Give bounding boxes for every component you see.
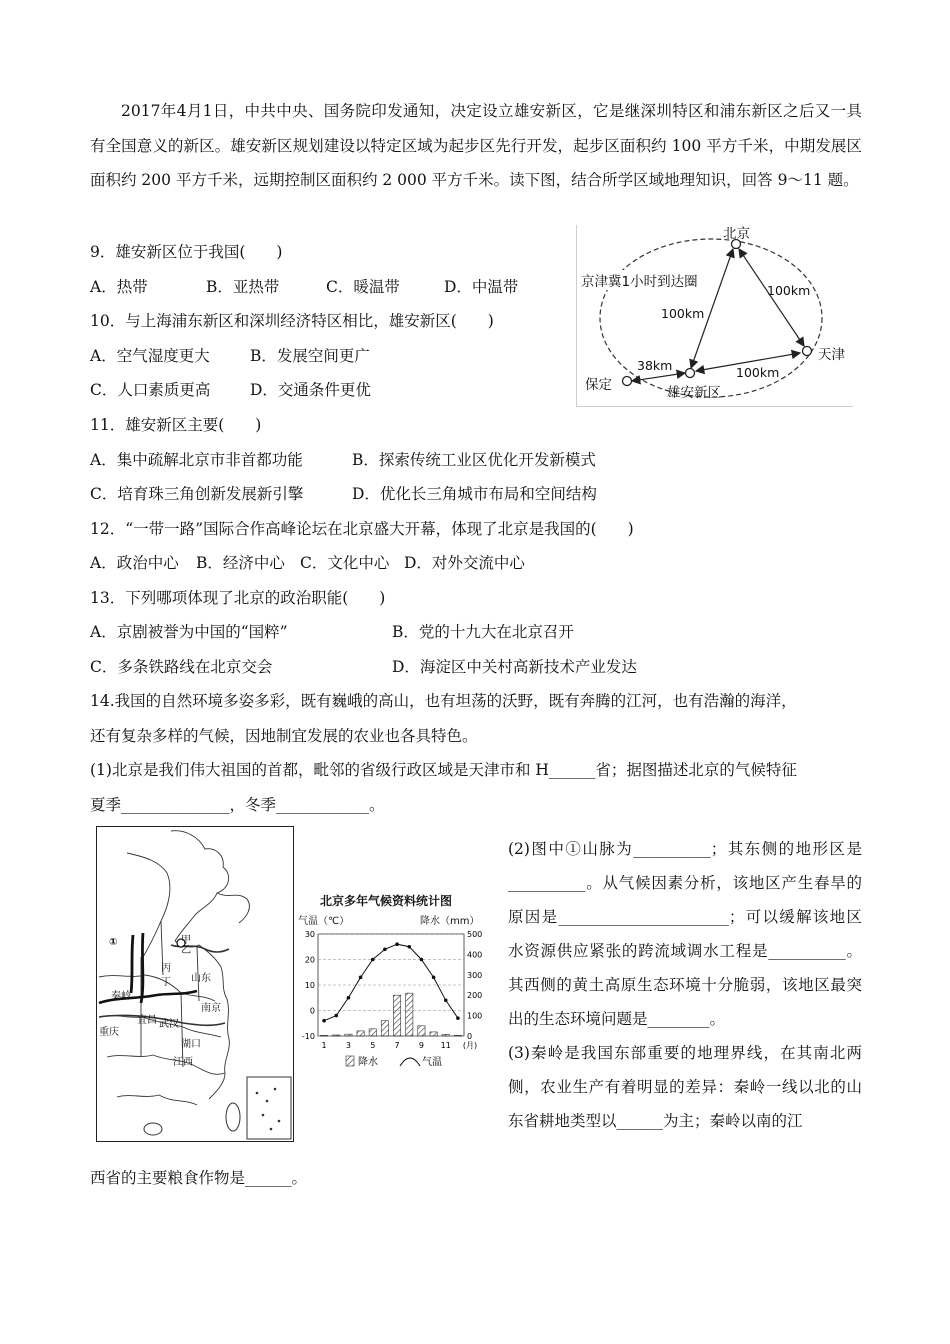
diagram-svg <box>577 225 853 406</box>
intro-paragraph: 2017年4月1日，中共中央、国务院印发通知，决定设立雄安新区，它是继深圳特区和浦东新区之后又一具有全国意义的新区。雄安新区规划建设以特定区域为起步区先行开发，起步区面积约 100 平方千米，中期发展区面积约 200 平方千米，远期控制区面积约 2 000 平方千米。读下图，结合所学区域地理知识，回答 9～11 题。 <box>90 102 862 189</box>
map-label-hukou: 湖口 <box>181 1039 201 1050</box>
q10-option-b: B．发展空间更广 <box>250 347 370 365</box>
tianjin-point <box>803 347 812 356</box>
precip-bar <box>393 995 400 1036</box>
q14-part2: (2)图中①山脉为__________；其东侧的地形区是__________。从气候因素分析，该地区产生春旱的原因是______________________；可以缓解该地区水资源供应紧张的跨流域调水工程是__________。其西侧的黄土高原生态环境十分脆弱，该地区最突出的生态环境问题是________。 <box>508 840 862 1028</box>
label-tianjin: 天津 <box>818 347 845 363</box>
chart-left-axis-label: 气温（℃） <box>298 916 350 927</box>
temperature-point <box>407 945 411 949</box>
map-label-ding: 丁 <box>161 977 171 988</box>
east-coast <box>175 941 229 1099</box>
temperature-point <box>444 999 448 1003</box>
month-tick-label: 11 <box>440 1041 451 1050</box>
temperature-point <box>359 976 363 980</box>
beijing-climate-chart <box>296 890 496 1090</box>
q13-option-d: D．海淀区中关村高新技术产业发达 <box>392 658 637 676</box>
map-label-chongqing: 重庆 <box>99 1027 119 1038</box>
q11-option-c: C．培育珠三角创新发展新引擎 <box>90 485 304 503</box>
precip-bar <box>320 1035 327 1036</box>
baoding-point <box>623 377 632 386</box>
temperature-point <box>395 942 399 946</box>
temp-tick-label: 30 <box>304 930 315 939</box>
china-east-map <box>96 826 294 1142</box>
q9-option-b: B．亚热带 <box>206 278 280 296</box>
line-baoding-xiongan <box>632 373 685 381</box>
south-coast <box>117 1095 197 1105</box>
temperature-line <box>324 944 458 1021</box>
map-label-jia: 甲 <box>181 935 191 946</box>
q12-option-b: B．经济中心 <box>196 554 285 572</box>
precip-tick-label: 100 <box>467 1011 483 1021</box>
q13-stem: 13．下列哪项体现了北京的政治职能( ) <box>90 589 386 607</box>
label-beijing: 北京 <box>723 226 750 242</box>
label-bj-xa-distance: 100km <box>661 306 705 321</box>
q10-option-d: D．交通条件更优 <box>250 381 371 399</box>
temperature-point <box>347 996 351 1000</box>
hainan <box>144 1123 162 1135</box>
legend-precip-label: 降水 <box>358 1057 378 1068</box>
liaodong <box>217 893 249 923</box>
precip-bar <box>369 1029 376 1036</box>
map-label-bing: 丙 <box>161 963 171 974</box>
precip-bar <box>357 1031 364 1036</box>
chart-right-axis-label: 降水（mm） <box>420 916 480 927</box>
south-sea-inset <box>247 1077 291 1139</box>
map-label-yi: 乙 <box>181 945 191 956</box>
label-xiongan: 雄安新区 <box>667 385 721 401</box>
legend-temp-label: 气温 <box>422 1057 442 1068</box>
month-tick-label: 3 <box>345 1041 351 1050</box>
temperature-point <box>334 1014 338 1018</box>
q14-stem-line1: 14.我国的自然环境多姿多彩，既有巍峨的高山，也有坦荡的沃野，既有奔腾的江河，也有浩瀚的海洋， <box>90 692 797 710</box>
temp-tick-label: -10 <box>301 1032 315 1041</box>
precip-bar <box>381 1021 388 1036</box>
xiongan-location-diagram <box>576 225 853 407</box>
temp-tick-label: 10 <box>304 981 315 990</box>
q9-option-c: C．暖温带 <box>326 278 400 296</box>
q12-option-a: A．政治中心 <box>90 554 179 572</box>
q14-part3-end: 西省的主要粮食作物是______。 <box>90 1169 308 1187</box>
q11-option-a: A．集中疏解北京市非首都功能 <box>90 451 303 469</box>
q11-stem: 11．雄安新区主要( ) <box>90 416 262 434</box>
chart-title: 北京多年气候资料统计图 <box>320 894 453 908</box>
q14-part3: (3)秦岭是我国东部重要的地理界线，在其南北两侧，农业生产有着明显的差异：秦岭一线以北的山东省耕地类型以______为主；秦岭以南的江 <box>508 1044 862 1130</box>
one-hour-circle <box>600 239 822 397</box>
precip-bar <box>430 1032 437 1036</box>
month-tick-label: 9 <box>418 1041 424 1050</box>
q10-option-a: A．空气湿度更大 <box>90 347 210 365</box>
map-label-qinling: 秦岭 <box>111 991 131 1002</box>
legend-temp-swatch <box>400 1058 420 1066</box>
temp-tick-label: 20 <box>304 955 315 965</box>
legend-precip-swatch <box>346 1056 354 1066</box>
q14-part2-and-3 <box>508 832 862 1138</box>
q12-option-d: D．对外交流中心 <box>404 554 525 572</box>
northeast-border <box>171 831 229 941</box>
precip-tick-label: 300 <box>467 970 483 980</box>
q13-option-b: B．党的十九大在北京召开 <box>392 623 574 641</box>
month-tick-label: 7 <box>394 1041 400 1050</box>
precip-tick-label: 500 <box>467 930 483 939</box>
temperature-point <box>371 958 375 962</box>
temperature-point <box>456 1016 460 1020</box>
q13-option-c: C．多条铁路线在北京交会 <box>90 658 273 676</box>
label-bd-xa-distance: 38km <box>637 358 673 373</box>
q14-part1-line1: (1)北京是我们伟大祖国的首都，毗邻的省级行政区域是天津市和 H______省；据图描述北京的气候特征 <box>90 761 797 779</box>
precip-bar <box>345 1034 352 1036</box>
month-tick-label: (月) <box>462 1041 478 1050</box>
temperature-point <box>432 976 436 980</box>
precip-bar <box>406 993 413 1036</box>
taiwan <box>226 1103 240 1131</box>
q12-stem: 12．“一带一路”国际合作高峰论坛在北京盛大开幕，体现了北京是我国的( ) <box>90 520 634 538</box>
temperature-point <box>420 958 424 962</box>
map-label-wuhan: 武汉 <box>159 1019 179 1030</box>
precip-tick-label: 400 <box>467 950 483 960</box>
map-label-nanjing: 南京 <box>201 1003 221 1014</box>
q11-option-d: D．优化长三角城市布局和空间结构 <box>352 485 597 503</box>
precip-bar <box>333 1035 340 1036</box>
label-baoding: 保定 <box>585 377 612 393</box>
q12-option-c: C．文化中心 <box>300 554 390 572</box>
q13-option-a: A．京剧被誉为中国的“国粹” <box>90 623 288 641</box>
q14-stem-line2: 还有复杂多样的气候，因地制宜发展的农业也各具特色。 <box>90 727 478 745</box>
q14-part1-line2: 夏季______________，冬季____________。 <box>90 796 385 814</box>
precip-bar <box>418 1026 425 1036</box>
label-xa-tj-distance: 100km <box>736 365 780 380</box>
map-label-yichang: 宜昌 <box>137 1015 157 1026</box>
chart-svg <box>296 890 496 1090</box>
month-tick-label: 1 <box>321 1041 327 1050</box>
q9-option-d: D．中温带 <box>444 278 519 296</box>
q9-stem: 9．雄安新区位于我国( ) <box>90 243 283 261</box>
map-svg <box>97 827 294 1142</box>
map-marker-1: ① <box>109 937 118 948</box>
label-circle: 京津冀1小时到达圈 <box>581 270 698 290</box>
precip-tick-label: 0 <box>467 1032 473 1041</box>
precip-tick-label: 200 <box>467 991 483 1001</box>
temp-tick-label: 0 <box>309 1006 315 1016</box>
q9-option-a: A．热带 <box>90 278 148 296</box>
map-label-shandong: 山东 <box>191 973 211 984</box>
map-label-jiangxi: 江西 <box>173 1057 193 1068</box>
q10-option-c: C．人口素质更高 <box>90 381 211 399</box>
xiongan-point <box>686 369 695 378</box>
temperature-point <box>322 1019 326 1023</box>
label-bj-tj-distance: 100km <box>767 283 811 298</box>
q10-stem: 10．与上海浦东新区和深圳经济特区相比，雄安新区( ) <box>90 312 494 330</box>
precip-bar <box>454 1035 461 1036</box>
q11-option-b: B．探索传统工业区优化开发新模式 <box>352 451 596 469</box>
month-tick-label: 5 <box>370 1041 376 1050</box>
south-border <box>107 1055 225 1074</box>
precip-bar <box>442 1034 449 1036</box>
temperature-point <box>383 948 387 952</box>
